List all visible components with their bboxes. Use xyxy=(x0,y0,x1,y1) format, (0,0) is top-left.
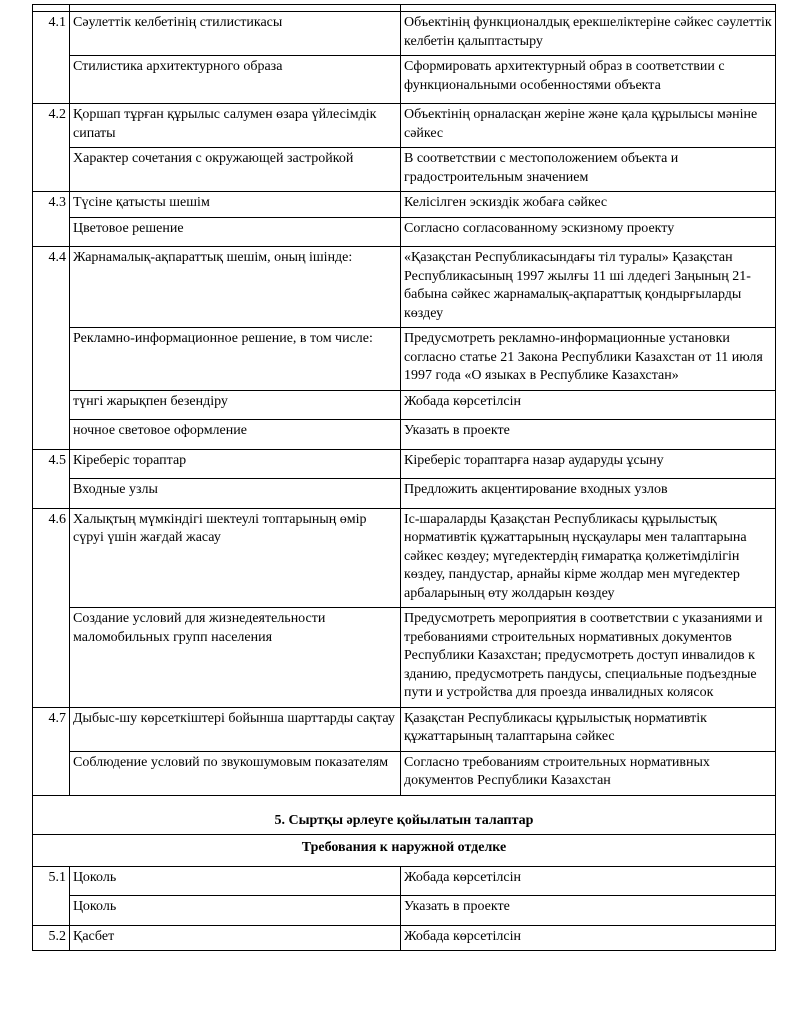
parameter-ru: ночное световое оформление xyxy=(70,420,401,450)
document-page xyxy=(32,4,772,951)
requirement-kz: Объектінің орналасқан жеріне және қала құрылысы мәніне сәйкес xyxy=(401,104,776,148)
parameter-kz: Халықтың мүмкіндігі шектеулі топтарының өмір сүруі үшін жағдай жасау xyxy=(70,508,401,608)
section-title-kz: 5. Сыртқы әрлеуге қойылатын талаптар xyxy=(33,795,776,835)
table-row xyxy=(33,866,776,896)
requirement-ru: Сформировать архитектурный образ в соответствии с функциональными особенностями объекта xyxy=(401,56,776,104)
parameter-ru: Рекламно-информационное решение, в том числе: xyxy=(70,328,401,391)
requirement-kz: «Қазақстан Республикасындағы тіл туралы» Қазақстан Республикасының 1997 жылғы 11 ші лдедегі Заңының 21-бабына сәйкес жарнамалық-ақпараттық қондырғыларды көздеу xyxy=(401,247,776,328)
table-row xyxy=(33,12,776,56)
table-row xyxy=(33,328,776,391)
table-row xyxy=(33,148,776,192)
parameter-kz: Жарнамалық-ақпараттық шешім, оның ішінде: xyxy=(70,247,401,328)
requirement-kz: Іс-шараларды Қазақстан Республикасы құрылыстық нормативтік құжаттарының нұсқаулары мен талаптарына сәйкес көздеу; мүгедектердің ғимаратқа қолжетімділігін көздеу, пандустар, арнайы кірме жолдар мен мүгедектер арбаларының өту жолдарын көздеу xyxy=(401,508,776,608)
requirement-kz: Жобада көрсетілсін xyxy=(401,925,776,951)
table-row xyxy=(33,247,776,328)
requirement-kz: Кіреберіс тораптарға назар аударуды ұсыну xyxy=(401,449,776,479)
table-row xyxy=(33,104,776,148)
parameter-kz: Қасбет xyxy=(70,925,401,951)
row-number: 4.2 xyxy=(33,104,70,192)
parameter-ru: Входные узлы xyxy=(70,479,401,509)
table-row xyxy=(33,508,776,608)
requirement-ru: В соответствии с местоположением объекта и градостроительным значением xyxy=(401,148,776,192)
requirement-ru: Указать в проекте xyxy=(401,896,776,926)
table-row xyxy=(33,449,776,479)
parameter-ru: Стилистика архитектурного образа xyxy=(70,56,401,104)
requirement-ru: Предусмотреть мероприятия в соответствии с указаниями и требованиями строительных нормативных документов Республики Казахстан; предусмотреть доступ инвалидов к зданию, предусмотреть пандусы, специальные подъездные пути и устройства для проезда инвалидных колясок xyxy=(401,608,776,708)
row-number: 4.7 xyxy=(33,707,70,795)
table-row xyxy=(33,390,776,420)
table-row xyxy=(33,707,776,751)
parameter-kz: түнгі жарықпен безендіру xyxy=(70,390,401,420)
table-row xyxy=(33,751,776,795)
table-row xyxy=(33,420,776,450)
row-number: 4.3 xyxy=(33,192,70,247)
parameter-kz: Түсіне қатысты шешім xyxy=(70,192,401,218)
row-number: 4.4 xyxy=(33,247,70,450)
requirement-ru: Указать в проекте xyxy=(401,420,776,450)
row-number: 5.1 xyxy=(33,866,70,925)
table-row xyxy=(33,192,776,218)
parameter-kz: Цоколь xyxy=(70,866,401,896)
requirement-kz: Объектінің функционалдық ерекшеліктеріне сәйкес сәулеттік келбетін қалыптастыру xyxy=(401,12,776,56)
row-number: 4.6 xyxy=(33,508,70,707)
table-top-edge xyxy=(33,5,776,12)
parameter-ru: Создание условий для жизнедеятельности маломобильных групп населения xyxy=(70,608,401,708)
parameter-ru: Цоколь xyxy=(70,896,401,926)
table-row xyxy=(33,479,776,509)
requirement-kz: Жобада көрсетілсін xyxy=(401,390,776,420)
table-row xyxy=(33,56,776,104)
parameter-kz: Қоршап тұрған құрылыс салумен өзара үйлесімдік сипаты xyxy=(70,104,401,148)
section-subheading-row xyxy=(33,835,776,867)
section-title-ru: Требования к наружной отделке xyxy=(33,835,776,867)
requirement-kz: Жобада көрсетілсін xyxy=(401,866,776,896)
requirements-table xyxy=(32,4,776,951)
parameter-ru: Цветовое решение xyxy=(70,217,401,247)
requirement-ru: Согласно требованиям строительных нормативных документов Республики Казахстан xyxy=(401,751,776,795)
table-row xyxy=(33,217,776,247)
parameter-kz: Дыбыс-шу көрсеткіштері бойынша шарттарды сақтау xyxy=(70,707,401,751)
requirement-ru: Предложить акцентирование входных узлов xyxy=(401,479,776,509)
section-heading-row xyxy=(33,795,776,835)
parameter-kz: Кіреберіс тораптар xyxy=(70,449,401,479)
requirement-kz: Қазақстан Республикасы құрылыстық нормативтік құжаттарының талаптарына сәйкес xyxy=(401,707,776,751)
requirement-ru: Предусмотреть рекламно-информационные установки согласно статье 21 Закона Республики Казахстан от 11 июля 1997 года «О языках в Республике Казахстан» xyxy=(401,328,776,391)
table-row xyxy=(33,608,776,708)
requirement-kz: Келісілген эскиздік жобаға сәйкес xyxy=(401,192,776,218)
row-number: 4.5 xyxy=(33,449,70,508)
parameter-ru: Соблюдение условий по звукошумовым показателям xyxy=(70,751,401,795)
row-number: 4.1 xyxy=(33,12,70,104)
parameter-ru: Характер сочетания с окружающей застройкой xyxy=(70,148,401,192)
table-row xyxy=(33,925,776,951)
parameter-kz: Сәулеттік келбетінің стилистикасы xyxy=(70,12,401,56)
row-number: 5.2 xyxy=(33,925,70,951)
table-row xyxy=(33,896,776,926)
requirement-ru: Согласно согласованному эскизному проекту xyxy=(401,217,776,247)
